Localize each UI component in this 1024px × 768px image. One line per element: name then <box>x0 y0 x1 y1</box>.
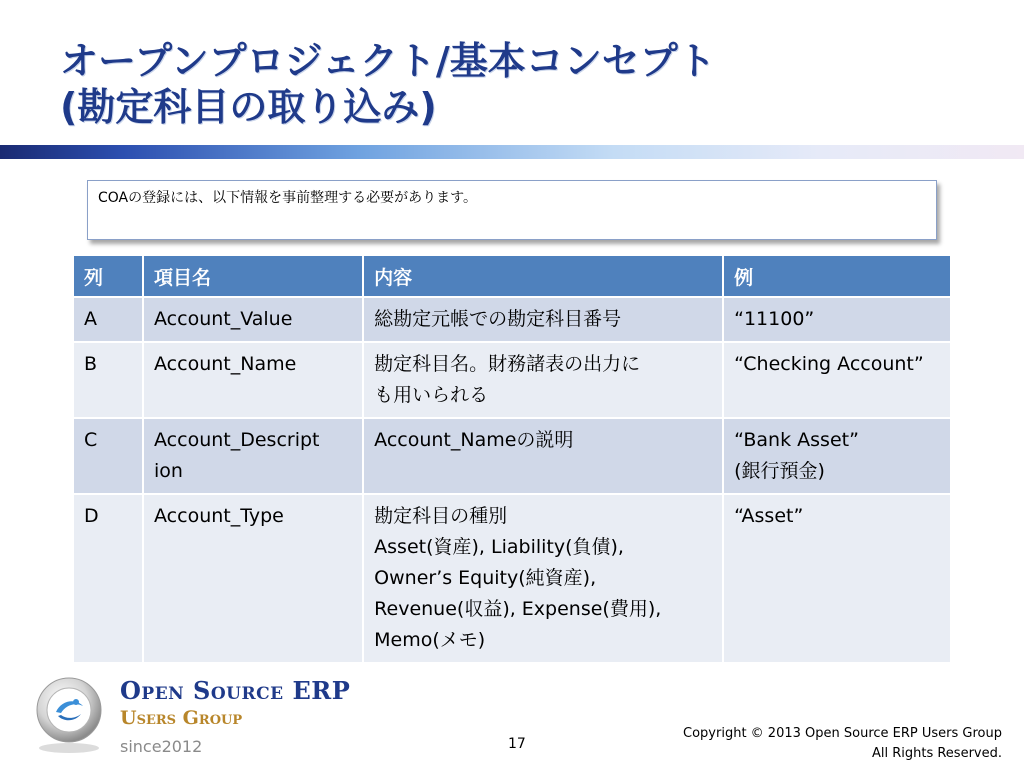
cell-column: A <box>73 297 143 342</box>
since-text: since2012 <box>120 737 203 756</box>
header-column: 列 <box>73 255 143 297</box>
slide-title <box>60 38 980 130</box>
cell-example: “Checking Account” <box>723 342 951 418</box>
header-content: 内容 <box>363 255 723 297</box>
cell-field-name: Account_Type <box>143 494 363 663</box>
cell-field-name: Account_Name <box>143 342 363 418</box>
cell-example: “11100” <box>723 297 951 342</box>
note-text: COAの登録には、以下情報を事前整理する必要があります。 <box>98 190 478 206</box>
cell-column: D <box>73 494 143 663</box>
table-row <box>73 342 951 418</box>
table-row <box>73 297 951 342</box>
table-header-row <box>73 255 951 297</box>
header-field-name: 項目名 <box>143 255 363 297</box>
coa-field-table <box>72 254 952 664</box>
cell-field-name: Account_Descript ion <box>143 418 363 494</box>
org-subtitle-logo-text: Users Group <box>120 707 243 729</box>
cell-content: 勘定科目の種別 Asset(資産), Liability(負債), Owner’s Equity(純資産), Revenue(収益), Expense(費用), Memo(メモ) <box>363 494 723 663</box>
cell-content: Account_Nameの説明 <box>363 418 723 494</box>
page-number: 17 <box>508 736 526 752</box>
cell-field-name: Account_Value <box>143 297 363 342</box>
copyright-line-1: Copyright © 2013 Open Source ERP Users Group <box>683 726 1002 741</box>
ring-logo-icon <box>28 672 110 754</box>
table-row <box>73 418 951 494</box>
copyright-notice <box>683 724 1002 764</box>
title-line-2: (勘定科目の取り込み) <box>60 85 437 129</box>
title-line-1: オープンプロジェクト/基本コンセプト <box>60 39 716 83</box>
org-name-logo-text: Open Source ERP <box>120 676 351 705</box>
copyright-line-2: All Rights Reserved. <box>871 746 1002 761</box>
cell-example: “Bank Asset” (銀行預金) <box>723 418 951 494</box>
cell-example: “Asset” <box>723 494 951 663</box>
title-underline-bar <box>0 145 1024 159</box>
header-example: 例 <box>723 255 951 297</box>
table-row <box>73 494 951 663</box>
cell-content: 総勘定元帳での勘定科目番号 <box>363 297 723 342</box>
cell-content: 勘定科目名。財務諸表の出力に も用いられる <box>363 342 723 418</box>
note-box <box>87 180 937 240</box>
cell-column: C <box>73 418 143 494</box>
cell-column: B <box>73 342 143 418</box>
